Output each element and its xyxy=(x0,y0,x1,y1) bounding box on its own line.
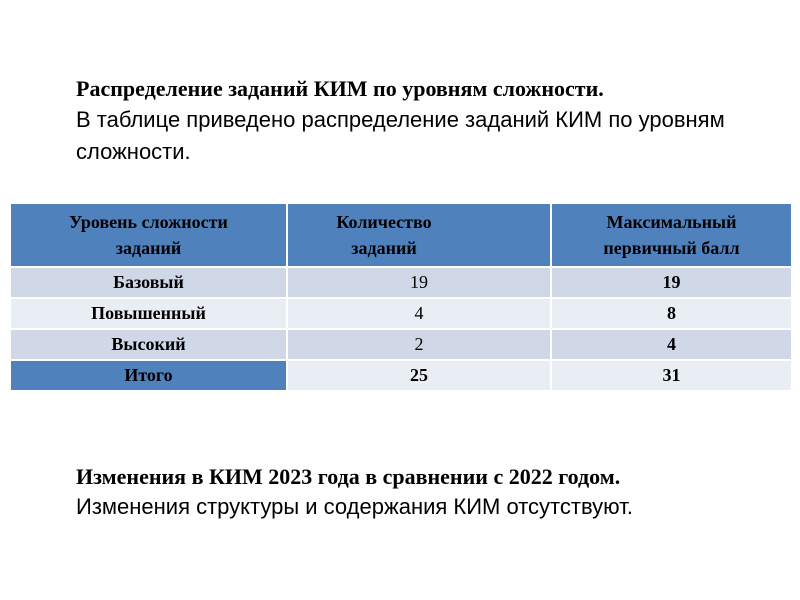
max-score-cell: 4 xyxy=(551,329,791,360)
section-heading: Распределение заданий КИМ по уровням сложности. xyxy=(76,76,604,101)
level-cell: Высокий xyxy=(11,329,287,360)
table-header-row xyxy=(11,204,791,267)
table-total-row xyxy=(11,360,791,390)
table-row xyxy=(11,298,791,329)
total-max-score-cell: 31 xyxy=(551,360,791,390)
level-cell: Базовый xyxy=(11,267,287,298)
total-count-cell: 25 xyxy=(287,360,551,390)
max-score-cell: 19 xyxy=(551,267,791,298)
count-cell: 19 xyxy=(287,267,551,298)
column-header-count: Количество заданий xyxy=(287,204,551,267)
changes-description: Изменения структуры и содержания КИМ отсутствуют. xyxy=(76,494,633,519)
column-header-max-score: Максимальный первичный балл xyxy=(551,204,791,267)
level-cell: Повышенный xyxy=(11,298,287,329)
table-row xyxy=(11,267,791,298)
changes-heading: Изменения в КИМ 2023 года в сравнении с 2022 годом. xyxy=(76,464,621,489)
total-label-cell: Итого xyxy=(11,360,287,390)
difficulty-distribution-section xyxy=(76,74,756,168)
column-header-level: Уровень сложности заданий xyxy=(11,204,287,267)
changes-section xyxy=(76,462,756,522)
section-description: В таблице приведено распределение заданий КИМ по уровням сложности. xyxy=(76,107,725,164)
difficulty-table xyxy=(11,204,791,390)
count-cell: 4 xyxy=(287,298,551,329)
count-cell: 2 xyxy=(287,329,551,360)
max-score-cell: 8 xyxy=(551,298,791,329)
table-row xyxy=(11,329,791,360)
